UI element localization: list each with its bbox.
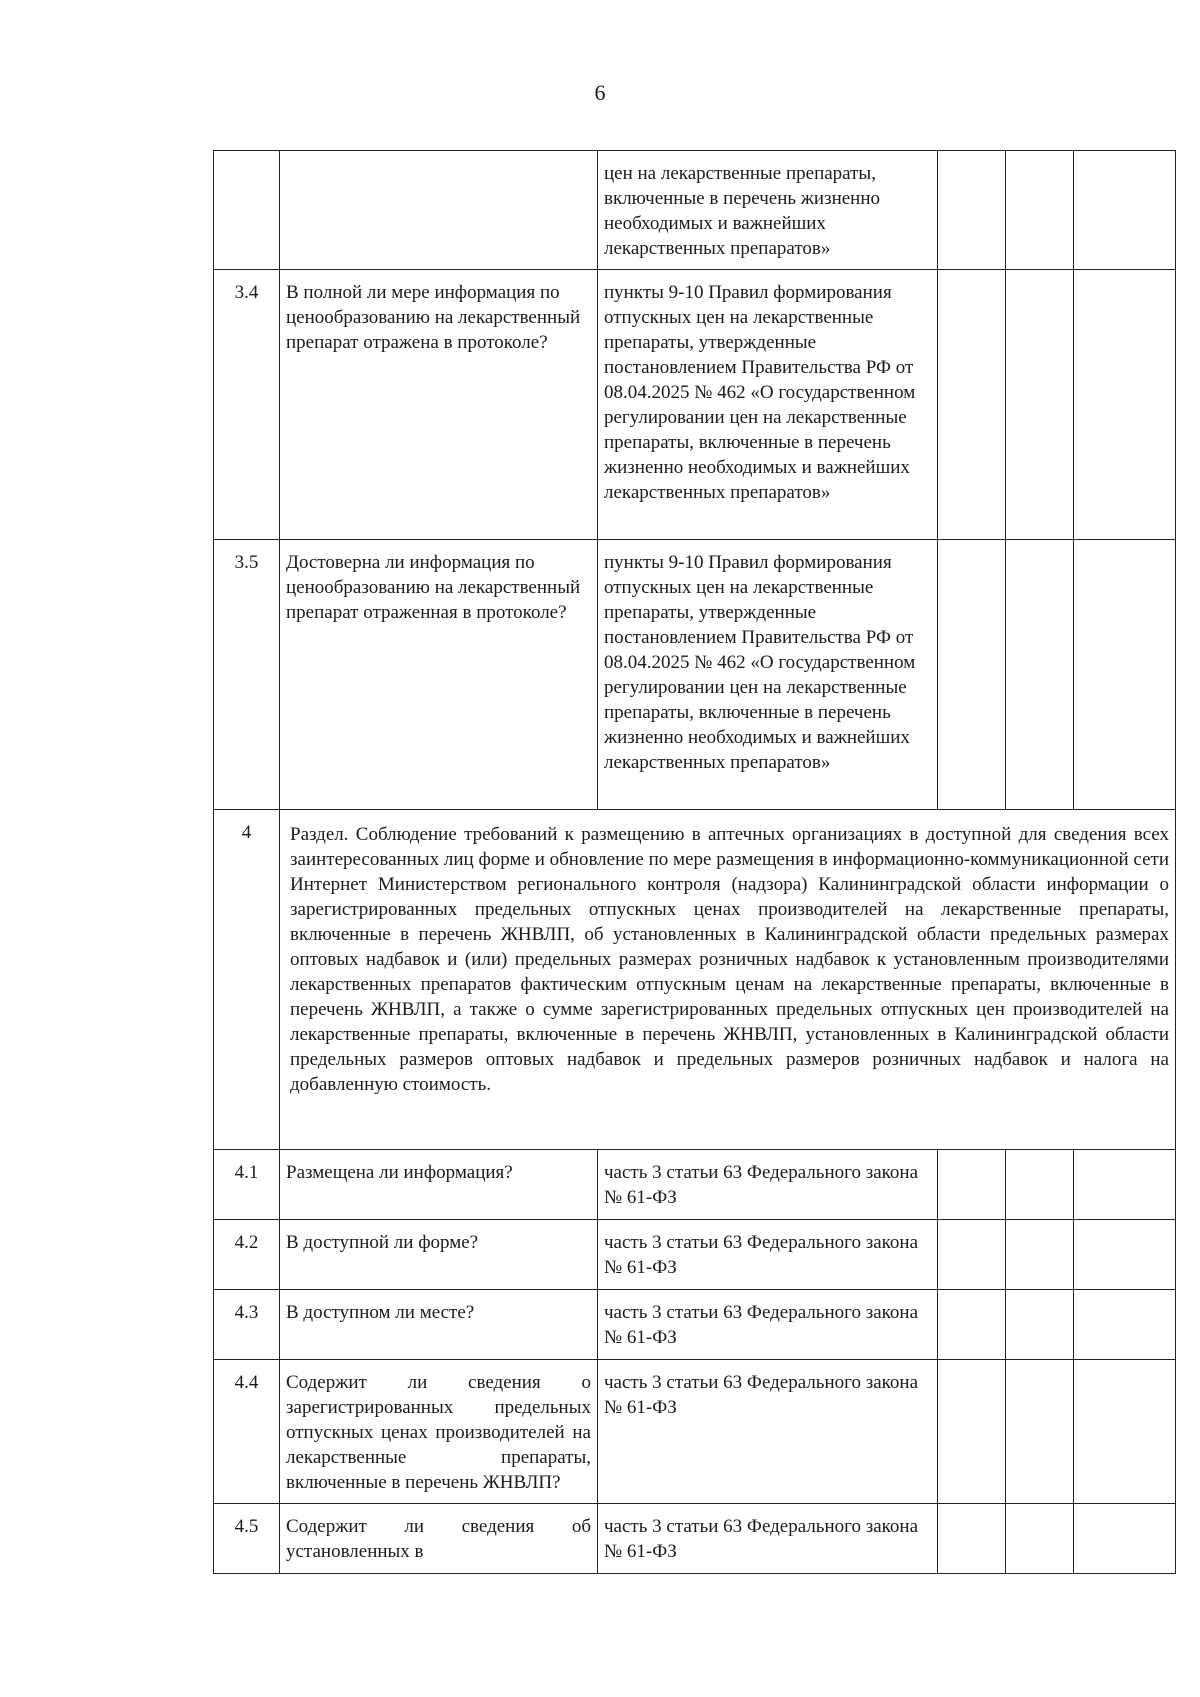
answer-cell [1006,540,1074,810]
table-row [214,1150,1176,1220]
table-row [214,1360,1176,1504]
section-number: 4 [214,810,280,1150]
answer-cell [1074,1360,1176,1504]
answer-cell [1074,1504,1176,1574]
section-heading: Раздел. Соблюдение требований к размещению в аптечных организациях в доступной для сведения всех заинтересованных лиц форме и обновление по мере размещения в информационно-коммуникационной сети Интернет Министерством регионального контроля (надзора) Калининградской области информации о зарегистрированных предельных отпускных ценах производителей на лекарственные препараты, включенные в перечень ЖНВЛП, об установленных в Калининградской области предельных размерах оптовых надбавок и (или) предельных размерах розничных надбавок к установленным производителями лекарственных препаратов фактическим отпускным ценам на лекарственные препараты, включенные в перечень ЖНВЛП, а также о сумме зарегистрированных предельных отпускных цен производителей на лекарственные препараты, включенные в перечень ЖНВЛП, установленных в Калининградской области предельных размеров оптовых надбавок и предельных размеров розничных надбавок и налога на добавленную стоимость. [280,810,1176,1150]
answer-cell [1074,151,1176,270]
answer-cell [1006,1504,1074,1574]
row-question: В доступной ли форме? [280,1220,598,1290]
answer-cell [1074,540,1176,810]
row-question: Достоверна ли информация по ценообразованию на лекарственный препарат отраженная в протоколе? [280,540,598,810]
answer-cell [938,270,1006,540]
answer-cell [938,151,1006,270]
answer-cell [938,1290,1006,1360]
row-number: 4.2 [214,1220,280,1290]
row-question [280,151,598,270]
row-reference: часть 3 статьи 63 Федерального закона № 61-ФЗ [598,1220,938,1290]
table-row [214,270,1176,540]
answer-cell [1006,1150,1074,1220]
answer-cell [1074,270,1176,540]
row-number: 4.4 [214,1360,280,1504]
answer-cell [938,1220,1006,1290]
table-row [214,1504,1176,1574]
table-row [214,1220,1176,1290]
row-question: Содержит ли сведения об установленных в [280,1504,598,1574]
answer-cell [938,1150,1006,1220]
row-reference: часть 3 статьи 63 Федерального закона № 61-ФЗ [598,1290,938,1360]
answer-cell [1006,1360,1074,1504]
row-number: 4.3 [214,1290,280,1360]
row-question: Размещена ли информация? [280,1150,598,1220]
answer-cell [1006,1290,1074,1360]
answer-cell [938,540,1006,810]
row-reference: часть 3 статьи 63 Федерального закона № 61-ФЗ [598,1360,938,1504]
row-reference: пункты 9-10 Правил формирования отпускных цен на лекарственные препараты, утвержденные постановлением Правительства РФ от 08.04.2025 № 462 «О государственном регулировании цен на лекарственные препараты, включенные в перечень жизненно необходимых и важнейших лекарственных препаратов» [598,540,938,810]
row-number: 3.5 [214,540,280,810]
section-row [214,810,1176,1150]
row-question: Содержит ли сведения о зарегистрированных предельных отпускных ценах производителей на лекарственные препараты, включенные в перечень ЖНВЛП? [280,1360,598,1504]
row-reference: цен на лекарственные препараты, включенные в перечень жизненно необходимых и важнейших лекарственных препаратов» [598,151,938,270]
row-number: 4.1 [214,1150,280,1220]
table-row [214,540,1176,810]
answer-cell [1006,151,1074,270]
row-question: В доступном ли месте? [280,1290,598,1360]
answer-cell [1074,1150,1176,1220]
answer-cell [1006,270,1074,540]
answer-cell [1074,1220,1176,1290]
answer-cell [1074,1290,1176,1360]
row-number: 4.5 [214,1504,280,1574]
row-number: 3.4 [214,270,280,540]
answer-cell [1006,1220,1074,1290]
row-reference: часть 3 статьи 63 Федерального закона № 61-ФЗ [598,1150,938,1220]
row-reference: пункты 9-10 Правил формирования отпускных цен на лекарственные препараты, утвержденные постановлением Правительства РФ от 08.04.2025 № 462 «О государственном регулировании цен на лекарственные препараты, включенные в перечень жизненно необходимых и важнейших лекарственных препаратов» [598,270,938,540]
answer-cell [938,1504,1006,1574]
checklist-table [213,150,1176,1574]
row-question: В полной ли мере информация по ценообразованию на лекарственный препарат отражена в протоколе? [280,270,598,540]
page-number: 6 [594,80,606,105]
row-number [214,151,280,270]
table-row [214,151,1176,270]
table-row [214,1290,1176,1360]
row-reference: часть 3 статьи 63 Федерального закона № 61-ФЗ [598,1504,938,1574]
answer-cell [938,1360,1006,1504]
